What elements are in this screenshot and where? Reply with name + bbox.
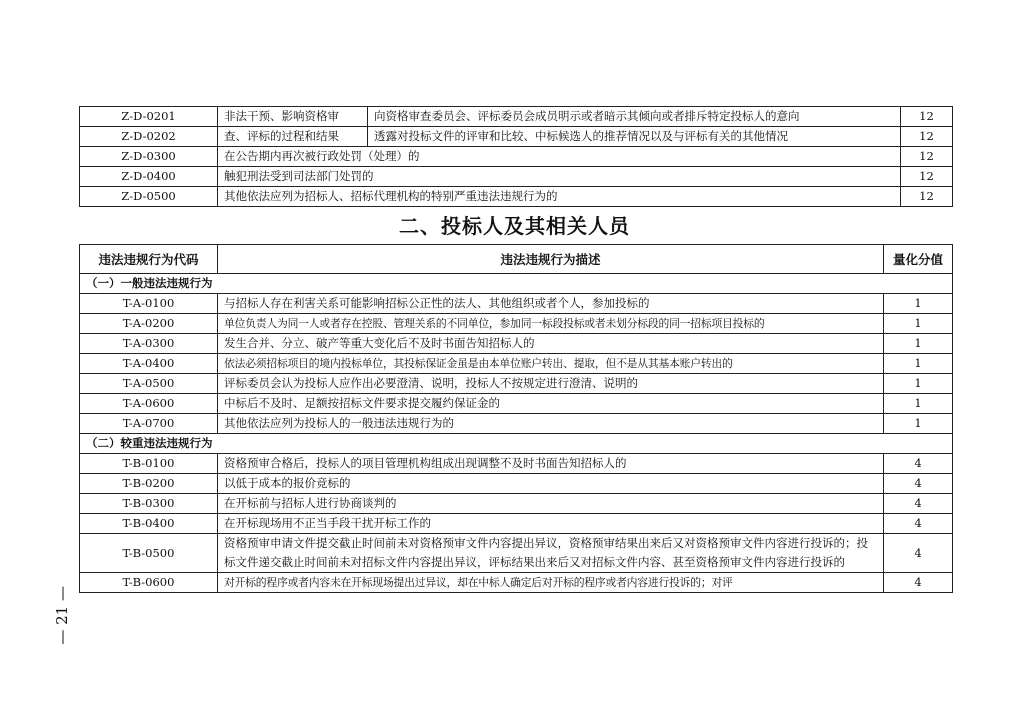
row-desc: 中标后不及时、足额按招标文件要求提交履约保证金的: [218, 394, 884, 414]
row-code: T-A-0400: [80, 354, 218, 374]
row-score: 4: [884, 474, 953, 494]
row-code: T-B-0400: [80, 514, 218, 534]
row-code: T-A-0500: [80, 374, 218, 394]
row-desc: 在公告期内再次被行政处罚（处理）的: [218, 147, 901, 167]
row-desc: 单位负责人为同一人或者存在控股、管理关系的不同单位，参加同一标段投标或者未划分标段的同一招标项目投标的: [218, 314, 884, 334]
row-desc: 触犯刑法受到司法部门处罚的: [218, 167, 901, 187]
category-label: （二）较重违法违规行为: [80, 434, 953, 454]
row-score: 1: [884, 394, 953, 414]
table-row: [80, 394, 953, 414]
row-left-desc: 查、评标的过程和结果: [218, 127, 368, 147]
row-code: T-A-0300: [80, 334, 218, 354]
row-desc: 其他依法应列为招标人、招标代理机构的特别严重违法违规行为的: [218, 187, 901, 207]
table-row: [80, 573, 953, 593]
table-row: [80, 374, 953, 394]
row-desc: 其他依法应列为投标人的一般违法违规行为的: [218, 414, 884, 434]
table-row: [80, 147, 953, 167]
row-code: Z-D-0202: [80, 127, 218, 147]
row-score: 4: [884, 454, 953, 474]
table-row: [80, 314, 953, 334]
row-code: Z-D-0500: [80, 187, 218, 207]
header-desc: 违法违规行为描述: [218, 245, 884, 274]
row-left-desc: 非法干预、影响资格审: [218, 107, 368, 127]
header-code: 违法违规行为代码: [80, 245, 218, 274]
row-desc: 对开标的程序或者内容未在开标现场提出过异议，却在中标人确定后对开标的程序或者内容进行投诉的；对评: [218, 573, 884, 593]
top-table: [79, 106, 953, 207]
row-score: 1: [884, 334, 953, 354]
row-code: T-A-0600: [80, 394, 218, 414]
row-score: 12: [901, 167, 953, 187]
row-desc: 与招标人存在利害关系可能影响招标公正性的法人、其他组织或者个人，参加投标的: [218, 294, 884, 314]
table-row: [80, 454, 953, 474]
table-row: [80, 294, 953, 314]
row-score: 4: [884, 534, 953, 573]
row-score: 12: [901, 107, 953, 127]
section-title: 二、投标人及其相关人员: [399, 214, 630, 238]
row-score: 1: [884, 314, 953, 334]
header-score: 量化分值: [884, 245, 953, 274]
row-desc: 以低于成本的报价竞标的: [218, 474, 884, 494]
row-desc: 透露对投标文件的评审和比较、中标候选人的推荐情况以及与评标有关的其他情况: [368, 127, 901, 147]
row-code: Z-D-0300: [80, 147, 218, 167]
row-desc: 在开标前与招标人进行协商谈判的: [218, 494, 884, 514]
row-score: 4: [884, 573, 953, 593]
row-desc: 发生合并、分立、破产等重大变化后不及时书面告知招标人的: [218, 334, 884, 354]
row-desc: 依法必须招标项目的境内投标单位，其投标保证金虽是由本单位账户转出、提取，但不是从其基本账户转出的: [218, 354, 884, 374]
row-code: T-B-0300: [80, 494, 218, 514]
row-desc: 向资格审查委员会、评标委员会成员明示或者暗示其倾向或者排斥特定投标人的意向: [368, 107, 901, 127]
category-row: [80, 274, 953, 294]
row-code: T-B-0600: [80, 573, 218, 593]
table-row: [80, 127, 953, 147]
row-code: T-B-0500: [80, 534, 218, 573]
row-desc: 资格预审申请文件提交截止时间前未对资格预审文件内容提出异议，资格预审结果出来后又对资格预审文件内容进行投诉的；投标文件递交截止时间前未对招标文件内容提出异议，评标结果出来后又对招标文件内容、甚至资格预审文件内容进行投诉的: [218, 534, 884, 573]
header-row: [80, 245, 953, 274]
row-desc: 评标委员会认为投标人应作出必要澄清、说明，投标人不按规定进行澄清、说明的: [218, 374, 884, 394]
table-row: [80, 514, 953, 534]
category-label: （一）一般违法违规行为: [80, 274, 953, 294]
row-code: T-A-0700: [80, 414, 218, 434]
row-score: 1: [884, 414, 953, 434]
row-code: T-A-0100: [80, 294, 218, 314]
row-score: 1: [884, 294, 953, 314]
table-row: [80, 334, 953, 354]
table-row: [80, 187, 953, 207]
table-row: [80, 167, 953, 187]
table-row: [80, 107, 953, 127]
row-score: 12: [901, 187, 953, 207]
row-code: T-B-0100: [80, 454, 218, 474]
row-code: T-B-0200: [80, 474, 218, 494]
table-row: [80, 414, 953, 434]
page-number: — 21 —: [53, 586, 71, 645]
row-score: 12: [901, 147, 953, 167]
row-score: 12: [901, 127, 953, 147]
main-table: [79, 244, 953, 593]
table-row: [80, 474, 953, 494]
table-row: [80, 494, 953, 514]
row-code: Z-D-0201: [80, 107, 218, 127]
category-row: [80, 434, 953, 454]
row-code: Z-D-0400: [80, 167, 218, 187]
row-score: 4: [884, 494, 953, 514]
row-score: 1: [884, 354, 953, 374]
row-desc: 在开标现场用不正当手段干扰开标工作的: [218, 514, 884, 534]
row-code: T-A-0200: [80, 314, 218, 334]
row-desc: 资格预审合格后，投标人的项目管理机构组成出现调整不及时书面告知招标人的: [218, 454, 884, 474]
row-score: 4: [884, 514, 953, 534]
table-row: [80, 534, 953, 573]
table-row: [80, 354, 953, 374]
row-score: 1: [884, 374, 953, 394]
